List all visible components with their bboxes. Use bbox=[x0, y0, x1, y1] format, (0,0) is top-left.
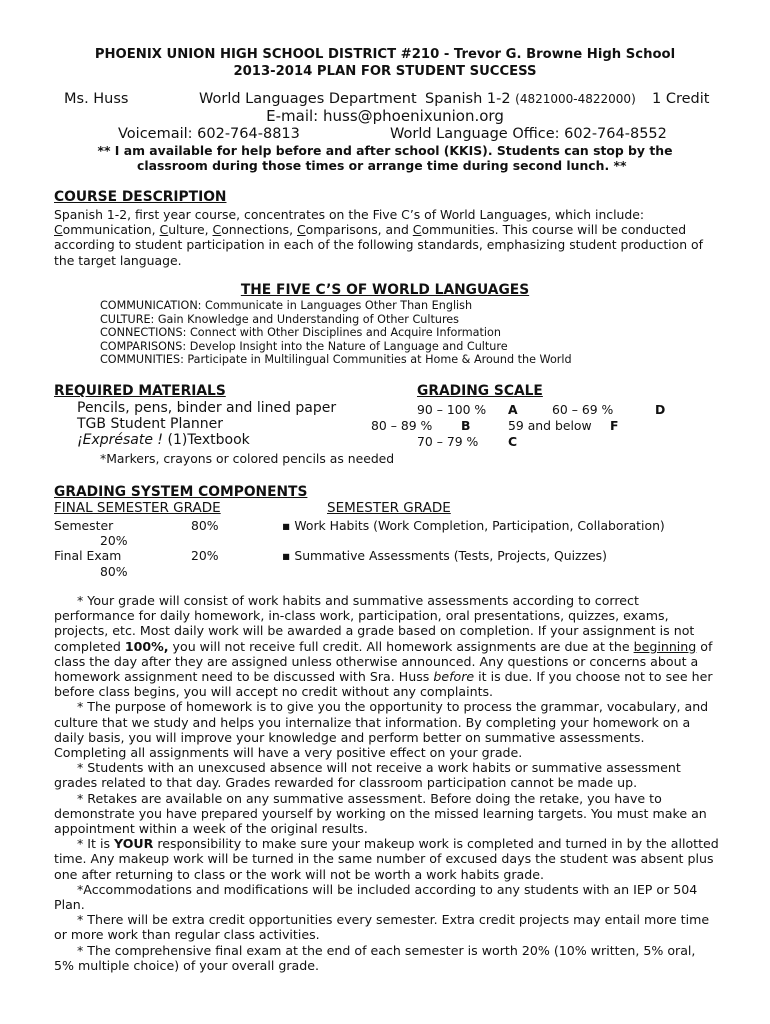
component-subpercent: 80% bbox=[100, 564, 128, 579]
policy-paragraph bbox=[54, 593, 719, 699]
five-cs-item: COMPARISONS: Develop Insight into the Nature of Language and Culture bbox=[100, 340, 508, 353]
material-item: TGB Student Planner bbox=[77, 416, 224, 432]
c-initial: C bbox=[212, 222, 222, 237]
c-word: ommunication, bbox=[62, 222, 160, 237]
teacher-name: Ms. Huss bbox=[64, 91, 129, 107]
material-item: Pencils, pens, binder and lined paper bbox=[77, 400, 337, 416]
c-word: ulture, bbox=[168, 222, 213, 237]
policy-text: YOUR bbox=[114, 836, 154, 852]
scale-grade: C bbox=[508, 434, 518, 449]
policy-text: responsibility to make sure your makeup work is completed and turned in by the allotted time. Any makeup work will be turned in the same number of excused days the student was absent plus one after returning to class or the work will not be worth a work habits grade. bbox=[54, 836, 719, 882]
policy-paragraph: * Students with an unexcused absence will not receive a work habits or summative assessment grades related to that day. Grades rewarded for classroom participation cannot be made up. bbox=[54, 760, 681, 791]
plan-title: 2013-2014 PLAN FOR STUDENT SUCCESS bbox=[233, 64, 537, 79]
scale-range: 60 – 69 % bbox=[552, 402, 614, 417]
course-description-line-2 bbox=[54, 222, 686, 237]
textbook-title: ¡Exprésate ! bbox=[77, 432, 164, 448]
policy-paragraph: * There will be extra credit opportunities every semester. Extra credit projects may entail more time or more work than regular class activities. bbox=[54, 912, 710, 943]
policy-text: 100%, bbox=[124, 638, 169, 654]
component-percent: 20% bbox=[191, 548, 219, 563]
scale-range: 70 – 79 % bbox=[417, 434, 479, 449]
department-name: World Languages Department bbox=[199, 91, 417, 107]
policy-text: you will not receive full credit. All homework assignments are due at the bbox=[168, 638, 634, 654]
scale-grade: F bbox=[610, 418, 619, 433]
semester-grade-header: SEMESTER GRADE bbox=[327, 500, 451, 516]
policy-text: * It is bbox=[77, 836, 115, 852]
c-word: omparisons, and bbox=[305, 222, 413, 237]
five-cs-item: CONNECTIONS: Connect with Other Disciplines and Acquire Information bbox=[100, 326, 501, 339]
five-cs-heading: THE FIVE C’S OF WORLD LANGUAGES bbox=[240, 282, 530, 298]
c-word: onnections, bbox=[221, 222, 297, 237]
scale-grade: A bbox=[508, 402, 518, 417]
policy-paragraph bbox=[54, 836, 719, 882]
components-heading: GRADING SYSTEM COMPONENTS bbox=[54, 484, 308, 500]
scale-range: 59 and below bbox=[508, 418, 592, 433]
course-description-line-1: Spanish 1-2, first year course, concentrates on the Five C’s of World Languages, which include: bbox=[54, 207, 645, 222]
voicemail-line: Voicemail: 602-764-8813 bbox=[118, 126, 300, 142]
component-label: Final Exam bbox=[54, 548, 122, 563]
c-initial: C bbox=[159, 222, 169, 237]
five-cs-item: CULTURE: Gain Knowledge and Understanding of Other Cultures bbox=[100, 313, 460, 326]
office-phone-line: World Language Office: 602-764-8552 bbox=[390, 126, 667, 142]
policy-text: it is due. If you choose not to see her before class begins, you will accept no credit without any complaints. bbox=[54, 669, 713, 700]
policy-text: * Your grade will consist of work habits and summative assessments according to correct performance for daily homework, in-class work, participation, oral presentations, quizzes, exams, projects, etc. Most daily work will be awarded a grade based on completion. If your assignment is not completed bbox=[54, 593, 695, 654]
component-label: Semester bbox=[54, 518, 114, 533]
credit-value: 1 Credit bbox=[652, 91, 710, 107]
email-line: E-mail: huss@phoenixunion.org bbox=[266, 107, 504, 125]
scale-grade: D bbox=[655, 402, 666, 417]
course-description-line-3: according to student participation in each of the following standards, emphasizing student production of bbox=[54, 237, 703, 252]
policy-text: before bbox=[433, 669, 475, 685]
course-title: Spanish 1-2 bbox=[425, 91, 511, 107]
final-semester-grade-header: FINAL SEMESTER GRADE bbox=[54, 500, 221, 516]
c-initial: C bbox=[54, 222, 63, 237]
c-initial: C bbox=[297, 222, 306, 237]
policy-paragraph: * The comprehensive final exam at the end of each semester is worth 20% (10% written, 5% oral, 5% multiple choice) of your overall grade. bbox=[54, 942, 696, 973]
policy-text: of class the day after they are assigned unless otherwise announced. Any questions or concerns about a homework assignment need to be discussed with Sra. Huss bbox=[54, 638, 713, 685]
grading-scale-heading: GRADING SCALE bbox=[417, 383, 543, 399]
scale-range: 90 – 100 % bbox=[417, 402, 487, 417]
policy-paragraph: * The purpose of homework is to give you the opportunity to process the grammar, vocabulary, and culture that we study and helps you internalize that information. By completing your homework on a daily basis, you will improve your knowledge and perform better on summative assessments. Completing all assignments will have a very positive effect on your grade. bbox=[54, 699, 709, 761]
material-item bbox=[77, 433, 250, 448]
course-description-heading: COURSE DESCRIPTION bbox=[54, 189, 227, 205]
textbook-label: (1)Textbook bbox=[163, 432, 250, 448]
five-cs-item: COMMUNITIES: Participate in Multilingual Communities at Home & Around the World bbox=[100, 353, 572, 366]
c-initial: C bbox=[412, 222, 422, 237]
course-name bbox=[425, 92, 636, 107]
component-description: ▪ Summative Assessments (Tests, Projects, Quizzes) bbox=[282, 548, 607, 563]
c-word: ommunities. This course will be conducted bbox=[421, 222, 687, 237]
scale-grade: B bbox=[461, 418, 471, 433]
course-description-line-4: the target language. bbox=[54, 253, 182, 268]
component-description: ▪ Work Habits (Work Completion, Participation, Collaboration) bbox=[282, 518, 665, 533]
materials-note: *Markers, crayons or colored pencils as needed bbox=[100, 451, 395, 466]
policy-paragraph: * Retakes are available on any summative assessment. Before doing the retake, you have to demonstrate you have prepared yourself by working on the missed learning targets. You must make an appointment within a week of the original results. bbox=[54, 790, 707, 837]
five-cs-item: COMMUNICATION: Communicate in Languages Other Than English bbox=[100, 299, 473, 312]
policy-text: beginning bbox=[633, 638, 697, 654]
course-codes: (4821000-4822000) bbox=[515, 92, 636, 106]
policies-section bbox=[54, 593, 719, 973]
availability-line-2: classroom during those times or arrange time during second lunch. ** bbox=[137, 158, 627, 173]
scale-range: 80 – 89 % bbox=[371, 418, 433, 433]
policy-paragraph: *Accommodations and modifications will be included according to any students with an IEP or 504 Plan. bbox=[54, 881, 698, 913]
component-subpercent: 20% bbox=[100, 533, 128, 548]
district-title: PHOENIX UNION HIGH SCHOOL DISTRICT #210 - Trevor G. Browne High School bbox=[94, 47, 676, 62]
availability-line-1: ** I am available for help before and after school (KKIS). Students can stop by the bbox=[97, 143, 673, 158]
materials-heading: REQUIRED MATERIALS bbox=[54, 383, 226, 399]
component-percent: 80% bbox=[191, 518, 219, 533]
